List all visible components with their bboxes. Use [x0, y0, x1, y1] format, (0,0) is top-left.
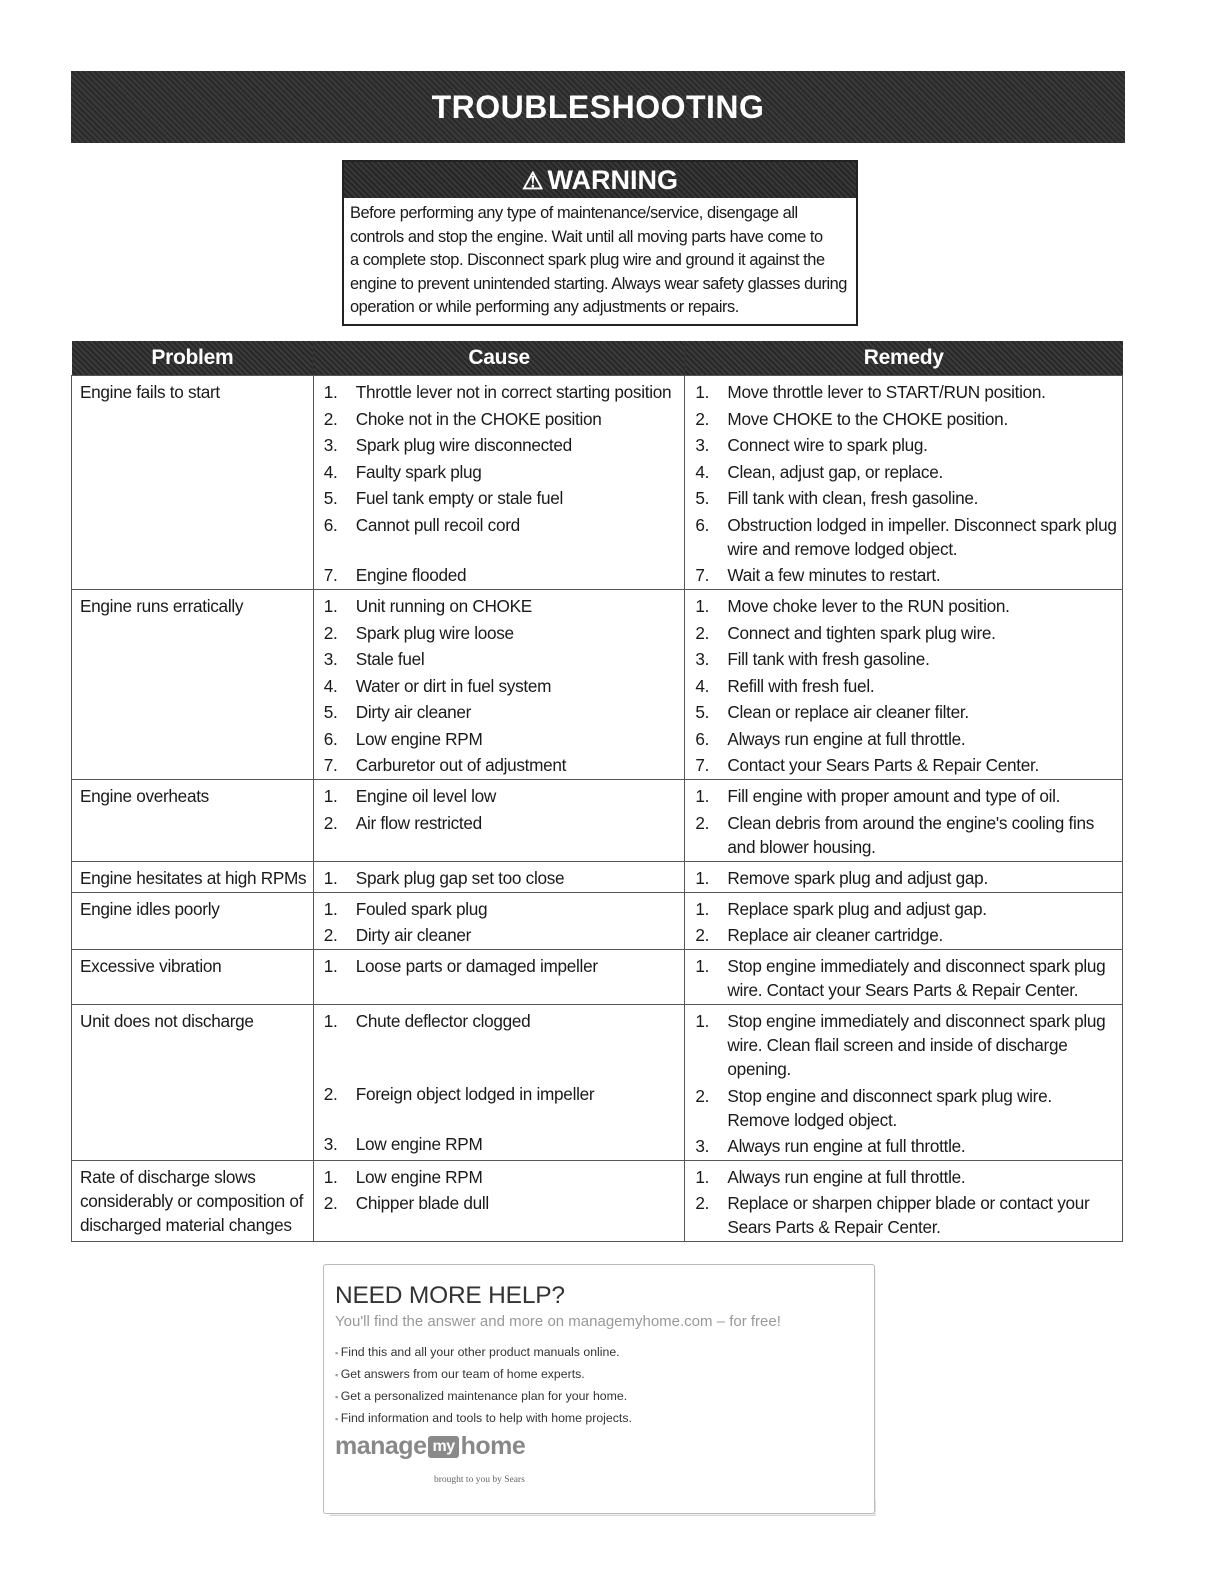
cause-cell [313, 861, 685, 892]
cause-cell [313, 590, 685, 780]
table-row [72, 1005, 1123, 1161]
item-text: Spark plug wire loose [355, 622, 514, 643]
item-number: 2. [695, 408, 710, 429]
item-text: Choke not in the CHOKE position [355, 408, 602, 429]
item-text: Low engine RPM [355, 1166, 483, 1187]
item-number: 7. [323, 755, 338, 775]
help-bullet: ▪ Get answers from our team of home experts. [335, 1364, 632, 1386]
item-number: 5. [695, 702, 710, 722]
cause-item [318, 1191, 681, 1215]
item-number: 1. [323, 786, 338, 806]
remedy-item [689, 460, 1118, 484]
remedy-item [689, 513, 1118, 561]
header-cause: Cause [313, 341, 685, 376]
item-text: Always run engine at full throttle. [727, 1166, 966, 1187]
item-text: Replace air cleaner cartridge. [727, 925, 943, 945]
remedy-cell [685, 892, 1123, 950]
item-number: 5. [323, 702, 338, 722]
item-text: Clean debris from around the engine's cooling fins and blower housing. [727, 812, 1095, 857]
cause-item [318, 784, 681, 808]
item-number: 1. [695, 1011, 710, 1031]
item-text: Fuel tank empty or stale fuel [355, 488, 563, 508]
warning-header [344, 162, 856, 198]
cause-item [318, 700, 681, 724]
item-number: 2. [323, 622, 338, 643]
help-title: NEED MORE HELP? [335, 1282, 565, 1309]
item-text: Obstruction lodged in impeller. Disconnect spark plug wire and remove lodged object. [727, 514, 1117, 559]
item-text: Fill tank with clean, fresh gasoline. [727, 488, 979, 508]
cause-cell [313, 376, 685, 590]
item-text: Dirty air cleaner [355, 702, 472, 722]
item-number: 2. [695, 1193, 710, 1213]
item-text: Always run engine at full throttle. [727, 728, 966, 749]
problem-cell: Engine hesitates at high RPMs [72, 861, 314, 892]
help-bullets [335, 1342, 632, 1430]
item-number: 6. [323, 514, 338, 535]
warning-triangle-icon: ⚠ [521, 168, 544, 195]
remedy-item [689, 594, 1118, 618]
item-text: Connect wire to spark plug. [727, 435, 928, 455]
item-text: Faulty spark plug [355, 461, 482, 482]
item-number: 5. [323, 488, 338, 508]
remedy-item [689, 923, 1118, 947]
problem-cell: Excessive vibration [72, 950, 314, 1005]
item-number: 3. [695, 649, 710, 669]
remedy-item [689, 1009, 1118, 1081]
item-number: 1. [695, 867, 710, 888]
item-text: Chipper blade dull [355, 1193, 489, 1213]
warning-line: operation or while performing any adjustments or repairs. [350, 298, 739, 316]
item-text: Clean, adjust gap, or replace. [727, 461, 943, 482]
logo-manage: manage [335, 1432, 427, 1460]
cause-cell [313, 1160, 685, 1242]
header-problem: Problem [72, 341, 314, 376]
brought-by-sears: brought to you by Sears [434, 1475, 525, 1485]
cause-cell [313, 892, 685, 950]
item-text: Spark plug wire disconnected [355, 435, 572, 455]
remedy-item [689, 1134, 1118, 1158]
table-row [72, 590, 1123, 780]
problem-cell: Engine idles poorly [72, 892, 314, 950]
item-number: 7. [323, 564, 338, 585]
remedy-item [689, 563, 1118, 587]
item-text: Dirty air cleaner [355, 925, 472, 945]
item-number: 2. [323, 408, 338, 429]
item-number: 1. [695, 898, 710, 919]
item-text: Foreign object lodged in impeller [355, 1084, 595, 1104]
item-number: 1. [323, 1011, 338, 1031]
remedy-cell [685, 780, 1123, 862]
item-text: Air flow restricted [355, 812, 482, 833]
cause-item [318, 407, 681, 431]
help-bullet: ▪ Get a personalized maintenance plan for your home. [335, 1386, 632, 1408]
warning-line: engine to prevent unintended starting. Always wear safety glasses during [350, 274, 847, 293]
item-number: 2. [323, 1084, 338, 1104]
cause-item [318, 954, 681, 978]
item-number: 1. [695, 382, 710, 402]
remedy-item [689, 1165, 1118, 1189]
cause-item [318, 433, 681, 457]
remedy-item [689, 647, 1118, 671]
item-text: Chute deflector clogged [355, 1011, 531, 1031]
item-number: 3. [323, 1134, 338, 1154]
remedy-item [689, 1191, 1118, 1239]
item-text: Low engine RPM [355, 1134, 483, 1154]
remedy-item [689, 784, 1118, 808]
item-text: Contact your Sears Parts & Repair Center. [727, 755, 1039, 775]
item-text: Cannot pull recoil cord [355, 514, 520, 535]
item-number: 2. [695, 812, 710, 833]
table-row [72, 950, 1123, 1005]
warning-box [342, 160, 858, 326]
problem-cell: Engine overheats [72, 780, 314, 862]
item-text: Throttle lever not in correct starting position [355, 382, 672, 402]
cause-item [318, 1132, 681, 1156]
cause-item [318, 1009, 681, 1033]
remedy-cell [685, 950, 1123, 1005]
item-number: 1. [695, 1166, 710, 1187]
item-number: 2. [323, 812, 338, 833]
table-row [72, 892, 1123, 950]
remedy-item [689, 753, 1118, 777]
item-number: 1. [323, 596, 338, 616]
cause-item [318, 811, 681, 835]
item-text: Replace spark plug and adjust gap. [727, 898, 987, 919]
item-text: Move throttle lever to START/RUN position. [727, 382, 1046, 402]
item-text: Carburetor out of adjustment [355, 755, 567, 775]
item-text: Stop engine immediately and disconnect spark plug wire. Clean flail screen and inside of discharge opening. [727, 1011, 1106, 1079]
remedy-item [689, 700, 1118, 724]
remedy-cell [685, 1160, 1123, 1242]
item-text: Connect and tighten spark plug wire. [727, 622, 996, 643]
cause-item [318, 563, 681, 587]
remedy-item [689, 433, 1118, 457]
cause-item [318, 380, 681, 404]
cause-item [318, 513, 681, 537]
item-text: Fouled spark plug [355, 898, 488, 919]
remedy-cell [685, 590, 1123, 780]
warning-heading: WARNING [547, 165, 678, 195]
item-number: 1. [323, 956, 338, 976]
item-number: 7. [695, 565, 710, 585]
item-number: 6. [323, 728, 338, 749]
cause-cell [313, 1005, 685, 1161]
remedy-item [689, 407, 1118, 431]
cause-item [318, 1165, 681, 1189]
managemyhome-logo [335, 1432, 525, 1461]
table-row [72, 376, 1123, 590]
warning-line: controls and stop the engine. Wait until all moving parts have come to [350, 227, 823, 246]
cause-item [318, 674, 681, 698]
remedy-cell [685, 376, 1123, 590]
remedy-item [689, 727, 1118, 751]
warning-line: Before performing any type of maintenance/service, disengage all [350, 204, 798, 222]
cause-item [318, 923, 681, 947]
item-number: 6. [695, 514, 710, 535]
item-number: 4. [323, 675, 338, 696]
remedy-cell [685, 1005, 1123, 1161]
logo-my: my [428, 1436, 458, 1458]
item-number: 1. [323, 867, 338, 888]
page-title: TROUBLESHOOTING [71, 71, 1125, 143]
item-number: 2. [323, 925, 338, 945]
remedy-item [689, 811, 1118, 859]
item-text: Replace or sharpen chipper blade or contact your Sears Parts & Repair Center. [727, 1193, 1090, 1237]
item-number: 1. [323, 1166, 338, 1187]
cause-cell [313, 780, 685, 862]
remedy-item [689, 1084, 1118, 1132]
item-number: 2. [695, 1085, 710, 1106]
item-number: 4. [323, 461, 338, 482]
header-remedy: Remedy [685, 341, 1123, 376]
item-number: 1. [695, 956, 710, 976]
item-text: Refill with fresh fuel. [727, 675, 875, 696]
remedy-item [689, 954, 1118, 1002]
item-number: 2. [695, 622, 710, 643]
remedy-item [689, 380, 1118, 404]
remedy-item [689, 866, 1118, 890]
item-text: Loose parts or damaged impeller [355, 956, 598, 976]
item-text: Fill engine with proper amount and type of oil. [727, 786, 1061, 806]
item-number: 1. [323, 898, 338, 919]
item-number: 2. [323, 1193, 338, 1213]
item-number: 3. [323, 435, 338, 455]
item-number: 4. [695, 675, 710, 696]
remedy-item [689, 897, 1118, 921]
remedy-item [689, 486, 1118, 510]
cause-item [318, 1082, 681, 1106]
item-number: 1. [695, 786, 710, 806]
item-text: Remove spark plug and adjust gap. [727, 867, 988, 888]
item-text: Unit running on CHOKE [355, 596, 532, 616]
remedy-item [689, 674, 1118, 698]
item-number: 3. [695, 435, 710, 455]
item-text: Wait a few minutes to restart. [727, 565, 941, 585]
warning-text [344, 198, 856, 320]
help-subtitle: You'll find the answer and more on managemyhome.com – for free! [335, 1313, 781, 1330]
problem-cell: Engine runs erratically [72, 590, 314, 780]
table-row [72, 1160, 1123, 1242]
cause-item [318, 486, 681, 510]
item-text: Engine oil level low [355, 786, 496, 806]
item-text: Move CHOKE to the CHOKE position. [727, 408, 1008, 429]
item-text: Engine flooded [355, 564, 467, 585]
item-text: Stale fuel [355, 649, 425, 669]
cause-item [318, 897, 681, 921]
item-number: 2. [695, 925, 710, 945]
item-number: 3. [323, 649, 338, 669]
cause-item [318, 753, 681, 777]
table-row [72, 780, 1123, 862]
help-bullet: ▪ Find this and all your other product manuals online. [335, 1342, 632, 1364]
item-text: Water or dirt in fuel system [355, 675, 552, 696]
item-number: 3. [695, 1135, 710, 1156]
problem-cell: Unit does not discharge [72, 1005, 314, 1161]
cause-item [318, 460, 681, 484]
item-text: Fill tank with fresh gasoline. [727, 649, 930, 669]
cause-item [318, 594, 681, 618]
item-number: 6. [695, 728, 710, 749]
cause-item [318, 866, 681, 890]
item-number: 4. [695, 461, 710, 482]
item-text: Stop engine immediately and disconnect spark plug wire. Contact your Sears Parts & Repair Center. [727, 956, 1106, 1000]
item-text: Spark plug gap set too close [355, 867, 565, 888]
cause-item [318, 727, 681, 751]
item-text: Clean or replace air cleaner filter. [727, 702, 969, 722]
item-text: Low engine RPM [355, 728, 483, 749]
warning-line: a complete stop. Disconnect spark plug wire and ground it against the [350, 251, 825, 269]
problem-cell: Engine fails to start [72, 376, 314, 590]
logo-home: home [460, 1432, 526, 1460]
item-number: 7. [695, 755, 710, 775]
remedy-item [689, 621, 1118, 645]
item-text: Move choke lever to the RUN position. [727, 596, 1010, 616]
cause-item [318, 647, 681, 671]
table-row [72, 861, 1123, 892]
item-number: 1. [323, 382, 338, 402]
item-text: Always run engine at full throttle. [727, 1135, 966, 1156]
cause-item [318, 621, 681, 645]
problem-cell: Rate of discharge slows considerably or composition of discharged material changes [72, 1160, 314, 1242]
item-number: 1. [695, 596, 710, 616]
cause-cell [313, 950, 685, 1005]
help-bullet: ▪ Find information and tools to help with home projects. [335, 1408, 632, 1430]
remedy-cell [685, 861, 1123, 892]
item-number: 5. [695, 488, 710, 508]
item-text: Stop engine and disconnect spark plug wire. Remove lodged object. [727, 1085, 1052, 1130]
troubleshooting-table [71, 341, 1123, 1242]
